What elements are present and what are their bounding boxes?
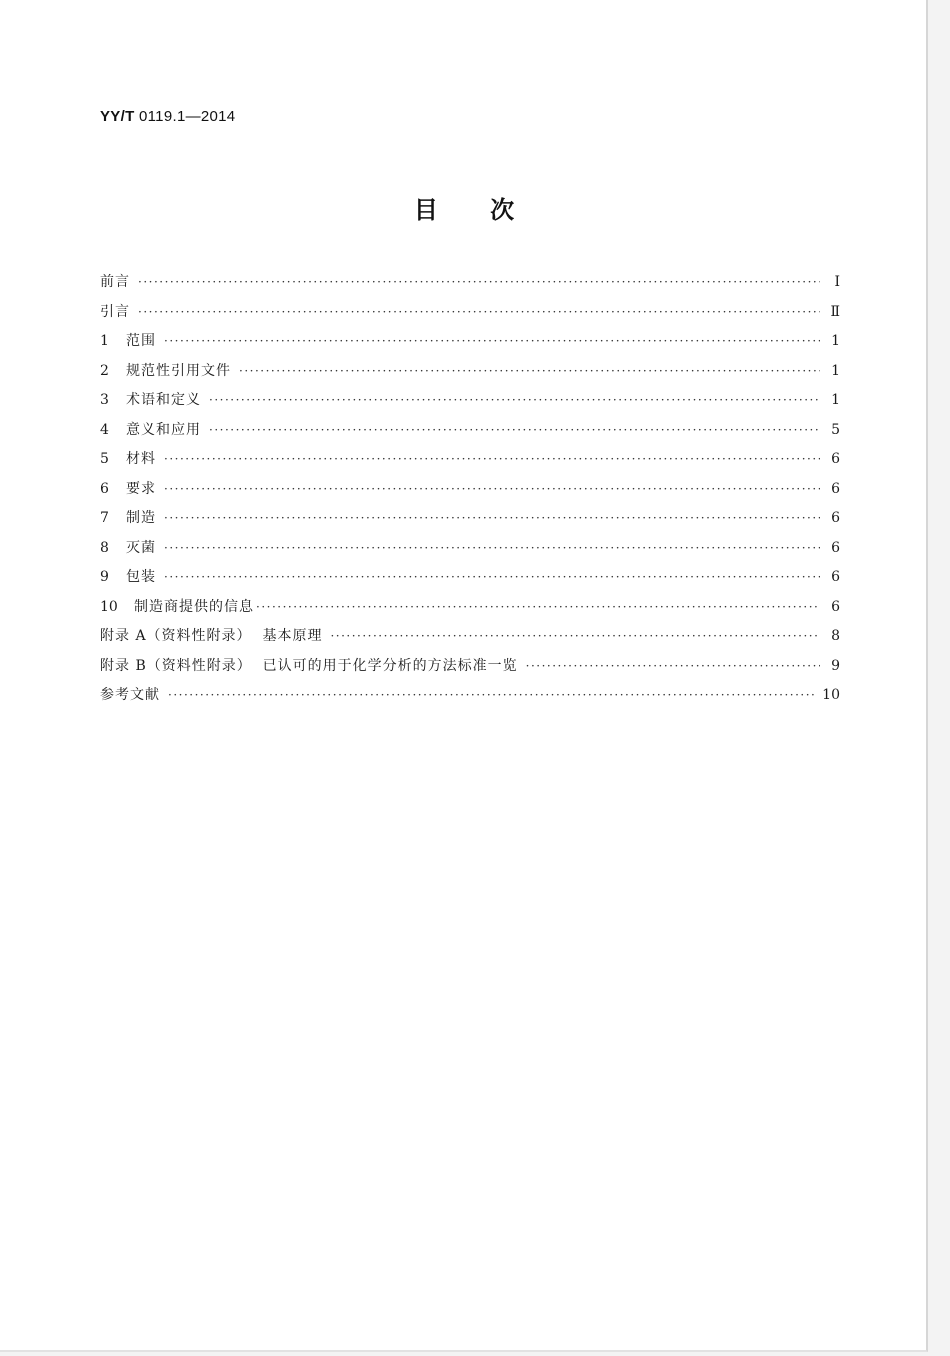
toc-entry-page: 6 (831, 480, 840, 497)
toc-entry-introduction[interactable] (100, 298, 840, 328)
toc-entry-page: 8 (831, 628, 840, 644)
toc-entry-annex-a[interactable] (100, 622, 840, 652)
toc-entry-label: 制造 (126, 510, 156, 526)
toc-entry-materials[interactable] (100, 445, 840, 475)
toc-entry-terms-definitions[interactable] (100, 386, 840, 416)
toc-entry-page: 6 (831, 539, 840, 556)
toc-entry-page: 1 (831, 362, 840, 379)
toc-entry-page: 6 (831, 510, 840, 526)
toc-entry-page: 1 (831, 392, 840, 408)
toc-entry-number: 3 (100, 392, 109, 408)
toc-entry-number: 4 (100, 421, 109, 438)
toc-leader (164, 327, 820, 357)
toc-leader (330, 622, 820, 652)
toc-entry-label: 灭菌 (126, 539, 156, 556)
toc-entry-manufacturer-information[interactable] (100, 593, 840, 623)
toc-entry-number: 9 (100, 569, 109, 585)
toc-entry-scope[interactable] (100, 327, 840, 357)
toc-entry-label: 制造商提供的信息 (134, 598, 254, 615)
toc-entry-bibliography[interactable] (100, 681, 840, 711)
toc-entry-sterilization[interactable] (100, 534, 840, 564)
toc-entry-label: 附录 B（资料性附录） 已认可的用于化学分析的方法标准一览 (100, 657, 518, 674)
toc-entry-packaging[interactable] (100, 563, 840, 593)
toc-entry-number: 1 (100, 333, 109, 349)
toc-leader (164, 445, 820, 475)
toc-entry-annex-b[interactable] (100, 652, 840, 682)
toc-entry-manufacturing[interactable] (100, 504, 840, 534)
toc-leader (164, 563, 820, 593)
table-of-contents (100, 268, 840, 711)
toc-entry-label: 包装 (126, 569, 156, 585)
toc-entry-significance-use[interactable] (100, 416, 840, 446)
toc-entry-page: 1 (831, 333, 840, 349)
toc-entry-number: 6 (100, 480, 109, 497)
toc-entry-page: 10 (822, 687, 840, 703)
toc-entry-page: 6 (831, 598, 840, 615)
toc-entry-page: Ⅰ (834, 274, 840, 290)
toc-entry-number: 2 (100, 362, 109, 379)
toc-leader (168, 681, 814, 711)
toc-entry-foreword[interactable] (100, 268, 840, 298)
toc-leader (526, 652, 820, 682)
toc-entry-label: 术语和定义 (126, 392, 201, 408)
toc-title: 目 次 (413, 196, 515, 224)
toc-entry-number: 8 (100, 539, 109, 556)
toc-entry-page: 6 (831, 451, 840, 467)
toc-entry-label: 规范性引用文件 (126, 362, 231, 379)
toc-entry-label: 引言 (100, 303, 130, 320)
document-code (100, 108, 235, 125)
toc-entry-page: Ⅱ (830, 303, 840, 320)
toc-entry-page: 9 (831, 657, 840, 674)
toc-entry-label: 材料 (126, 451, 156, 467)
document-code-prefix: YY/T (100, 108, 135, 125)
toc-leader (138, 298, 820, 328)
toc-leader (239, 357, 820, 387)
toc-leader (209, 386, 820, 416)
toc-entry-number: 5 (100, 451, 109, 467)
toc-entry-number: 7 (100, 510, 109, 526)
toc-entry-normative-references[interactable] (100, 357, 840, 387)
toc-entry-label: 附录 A（资料性附录） 基本原理 (100, 628, 323, 644)
toc-entry-label: 范围 (126, 333, 156, 349)
toc-entry-label: 要求 (126, 480, 156, 497)
toc-entry-requirements[interactable] (100, 475, 840, 505)
toc-leader (256, 593, 820, 623)
toc-entry-number: 10 (100, 598, 118, 615)
toc-leader (209, 416, 820, 446)
toc-leader (138, 268, 820, 298)
document-code-number: 0119.1—2014 (139, 108, 236, 125)
toc-entry-page: 6 (831, 569, 840, 585)
toc-leader (164, 475, 820, 505)
toc-leader (164, 504, 820, 534)
toc-leader (164, 534, 820, 564)
toc-entry-label: 意义和应用 (126, 421, 201, 438)
toc-entry-page: 5 (831, 421, 840, 438)
toc-entry-label: 参考文献 (100, 687, 160, 703)
toc-entry-label: 前言 (100, 274, 130, 290)
